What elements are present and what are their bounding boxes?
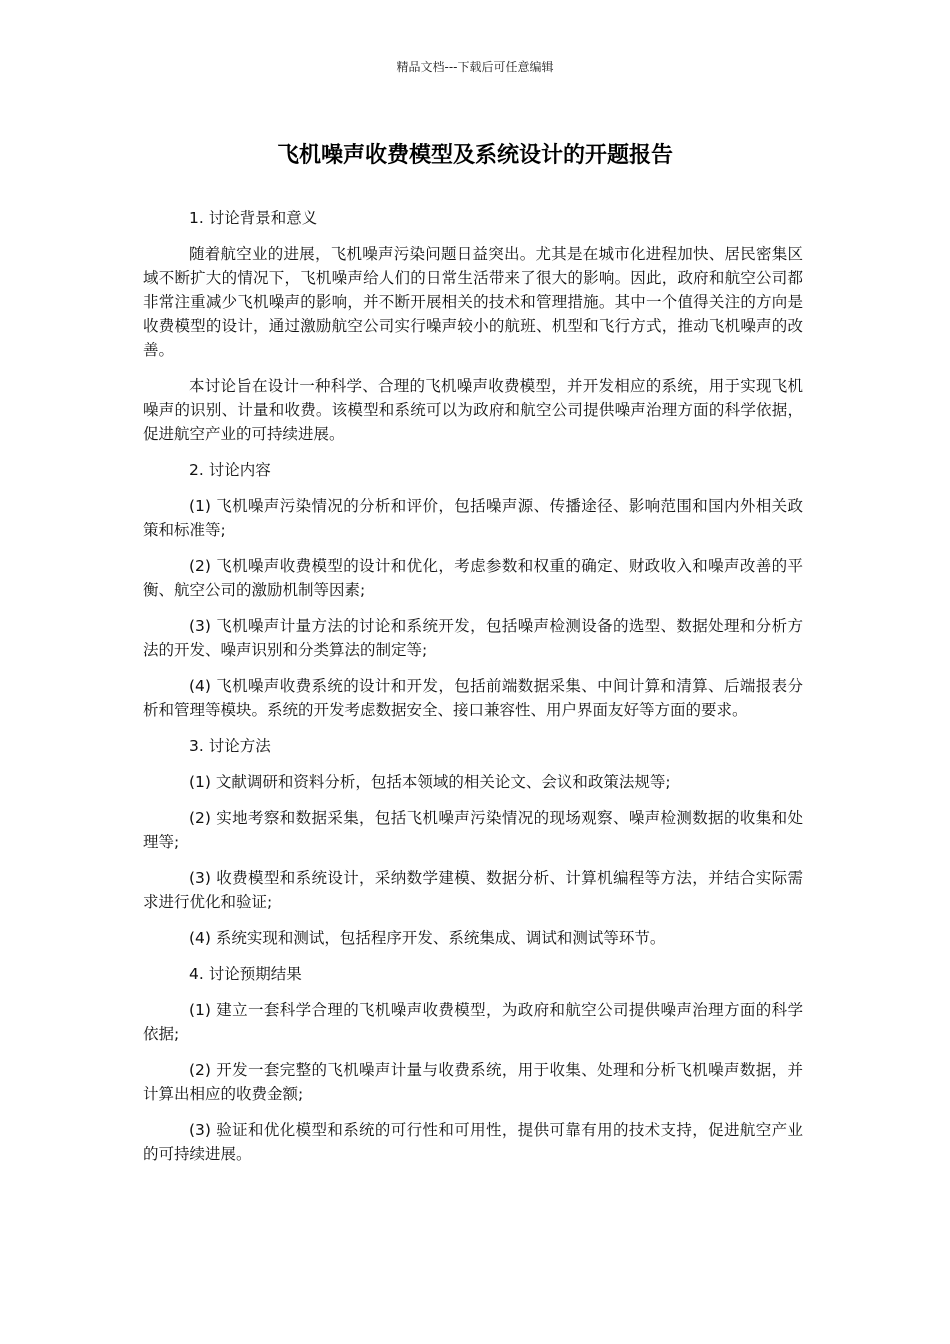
document-title: 飞机噪声收费模型及系统设计的开题报告 <box>276 143 673 168</box>
method-item-1: (1) 文献调研和资料分析，包括本领域的相关论文、会议和政策法规等; <box>189 773 671 791</box>
document-body <box>143 206 803 1178</box>
method-item-4: (4) 系统实现和测试，包括程序开发、系统集成、调试和测试等环节。 <box>189 929 666 947</box>
section-heading-background: 1. 讨论背景和意义 <box>189 209 318 227</box>
content-item-2: (2) 飞机噪声收费模型的设计和优化，考虑参数和权重的确定、财政收入和噪声改善的平衡、航空公司的激励机制等因素; <box>143 557 803 599</box>
content-item-1: (1) 飞机噪声污染情况的分析和评价，包括噪声源、传播途径、影响范围和国内外相关政策和标准等; <box>143 497 803 539</box>
content-item-3: (3) 飞机噪声计量方法的讨论和系统开发，包括噪声检测设备的选型、数据处理和分析方法的开发、噪声识别和分类算法的制定等; <box>143 617 803 659</box>
result-item-2: (2) 开发一套完整的飞机噪声计量与收费系统，用于收集、处理和分析飞机噪声数据，并计算出相应的收费金额; <box>143 1061 803 1103</box>
method-item-2: (2) 实地考察和数据采集，包括飞机噪声污染情况的现场观察、噪声检测数据的收集和处理等; <box>143 809 803 851</box>
section-heading-results: 4. 讨论预期结果 <box>189 965 302 983</box>
result-item-1: (1) 建立一套科学合理的飞机噪声收费模型，为政府和航空公司提供噪声治理方面的科学依据; <box>143 1001 803 1043</box>
result-item-3: (3) 验证和优化模型和系统的可行性和可用性，提供可靠有用的技术支持，促进航空产业的可持续进展。 <box>143 1121 803 1163</box>
content-item-4: (4) 飞机噪声收费系统的设计和开发，包括前端数据采集、中间计算和清算、后端报表分析和管理等模块。系统的开发考虑数据安全、接口兼容性、用户界面友好等方面的要求。 <box>143 677 803 719</box>
paragraph-background-2: 本讨论旨在设计一种科学、合理的飞机噪声收费模型，并开发相应的系统，用于实现飞机噪声的识别、计量和收费。该模型和系统可以为政府和航空公司提供噪声治理方面的科学依据，促进航空产业的可持续进展。 <box>143 377 803 443</box>
method-item-3: (3) 收费模型和系统设计，采纳数学建模、数据分析、计算机编程等方法，并结合实际需求进行优化和验证; <box>143 869 803 911</box>
section-heading-methods: 3. 讨论方法 <box>189 737 271 755</box>
section-heading-content: 2. 讨论内容 <box>189 461 271 479</box>
header-note: 精品文档---下载后可任意编辑 <box>396 60 554 74</box>
paragraph-background-1: 随着航空业的进展，飞机噪声污染问题日益突出。尤其是在城市化进程加快、居民密集区域不断扩大的情况下，飞机噪声给人们的日常生活带来了很大的影响。因此，政府和航空公司都非常注重减少飞机噪声的影响，并不断开展相关的技术和管理措施。其中一个值得关注的方向是收费模型的设计，通过激励航空公司实行噪声较小的航班、机型和飞行方式，推动飞机噪声的改善。 <box>143 245 803 359</box>
